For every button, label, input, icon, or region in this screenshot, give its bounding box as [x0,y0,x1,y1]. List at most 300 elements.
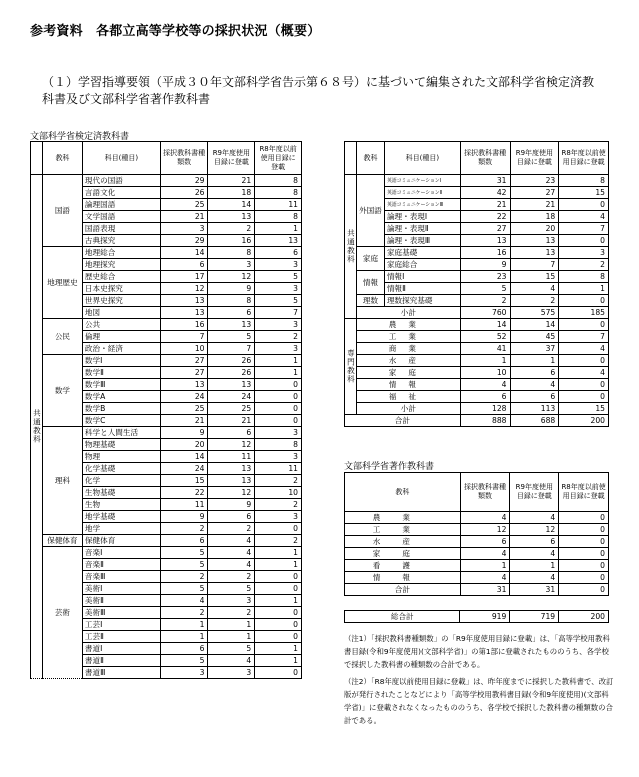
course-count: 16 [160,319,208,331]
special-r8: 0 [559,319,609,331]
special-r9: 4 [510,379,559,391]
course-count: 2 [160,523,208,535]
chosaku-r9: 6 [510,536,559,548]
course-r8: 8 [559,271,609,283]
course-name: 数学C [82,415,160,427]
course-count: 2 [160,607,208,619]
subject-name: 芸術 [42,547,82,679]
table-row [345,223,609,235]
course-count: 5 [160,547,208,559]
chosaku-r9: 12 [510,524,559,536]
course-r9: 8 [208,247,255,259]
course-name: 地理総合 [82,247,160,259]
course-count: 9 [160,511,208,523]
course-name: 物理 [82,451,160,463]
chosaku-r8: 0 [559,512,609,524]
course-r8: 3 [559,247,609,259]
course-r8: 2 [255,331,302,343]
special-count: 4 [460,379,510,391]
course-name: 論理・表現Ⅲ [384,235,460,247]
course-count: 27 [160,367,208,379]
subject-name: 家庭 [356,247,384,271]
header-kamoku: 科目(種目) [82,142,160,175]
course-count: 22 [160,487,208,499]
course-name: 政治・経済 [82,343,160,355]
special-subtotal-r9: 113 [510,403,559,415]
course-count: 25 [160,199,208,211]
table-row [345,247,609,259]
course-count: 3 [160,223,208,235]
common-subtotal-r9: 575 [510,307,559,319]
header-count: 採択教科書種類数 [460,142,510,175]
header-r9: R9年度使用目録に登載 [510,142,559,175]
course-name: 書道Ⅲ [82,667,160,679]
course-name: 古典探究 [82,235,160,247]
table-row [31,547,302,559]
course-count: 6 [160,643,208,655]
special-subject-name: 農業 [356,319,460,331]
table-row [345,367,609,379]
chosaku-r8: 0 [559,572,609,584]
course-r9: 13 [510,235,559,247]
course-r8: 1 [255,559,302,571]
course-name: 現代の国語 [82,175,160,187]
grand-total-r9: 719 [510,611,559,623]
chosaku-r9: 4 [510,548,559,560]
subject-name: 数学 [42,355,82,427]
special-r8: 0 [559,379,609,391]
course-count: 13 [160,307,208,319]
header-count: 採択教科書種類数 [160,142,208,175]
course-r9: 12 [208,271,255,283]
subject-name: 情報 [356,271,384,295]
course-name: 数学A [82,391,160,403]
course-r9: 27 [510,187,559,199]
course-count: 5 [160,583,208,595]
table-row [345,295,609,307]
course-r9: 5 [208,331,255,343]
course-count: 7 [160,331,208,343]
course-count: 27 [460,223,510,235]
course-count: 29 [160,235,208,247]
course-r9: 9 [208,283,255,295]
header-r8: R8年度以前使用目録に登載 [559,142,609,175]
course-r8: 0 [255,415,302,427]
subtotal-row [345,403,609,415]
course-name: 世界史探究 [82,295,160,307]
course-count: 21 [160,415,208,427]
special-count: 14 [460,319,510,331]
course-count: 9 [460,259,510,271]
course-count: 2 [160,571,208,583]
course-name: 数学Ⅲ [82,379,160,391]
course-count: 15 [160,475,208,487]
subject-name: 外国語 [356,175,384,247]
chosaku-total-label: 合計 [345,584,461,596]
chosaku-count: 1 [460,560,510,572]
special-r9: 45 [510,331,559,343]
page-title: 参考資料 各都立高等学校等の採択状況（概要） [30,24,321,39]
kentei-label: 文部科学省検定済教科書 [30,132,130,142]
total-label: 合計 [345,415,461,427]
chosaku-count: 4 [460,572,510,584]
course-r9: 9 [208,499,255,511]
table-row [31,535,302,547]
subject-name: 理科 [42,427,82,535]
course-r8: 0 [255,667,302,679]
course-count: 6 [160,535,208,547]
course-name: 情報Ⅱ [384,283,460,295]
header-r8: R8年度以前使用目録に登載 [559,473,609,512]
course-r9: 6 [208,511,255,523]
chosaku-count: 6 [460,536,510,548]
special-subtotal-count: 128 [460,403,510,415]
course-count: 12 [160,283,208,295]
table-row [345,560,609,572]
course-r8: 8 [255,187,302,199]
course-r8: 1 [255,355,302,367]
course-r8: 8 [255,175,302,187]
table-row [31,427,302,439]
special-subject-group: 専門教科 [345,319,357,415]
course-count: 20 [160,439,208,451]
course-count: 2 [460,295,510,307]
course-r8: 2 [255,499,302,511]
special-count: 41 [460,343,510,355]
special-subtotal-r8: 15 [559,403,609,415]
table-row [345,536,609,548]
course-r9: 13 [208,475,255,487]
course-count: 4 [160,595,208,607]
course-r8: 3 [255,427,302,439]
course-r8: 7 [255,307,302,319]
table-row [345,391,609,403]
table-row [345,512,609,524]
course-r9: 4 [208,547,255,559]
course-r8: 2 [255,475,302,487]
course-r8: 0 [255,403,302,415]
chosaku-subject-name: 情報 [345,572,461,584]
course-r8: 0 [255,607,302,619]
course-r8: 0 [559,199,609,211]
special-r9: 6 [510,367,559,379]
course-r8: 3 [255,319,302,331]
course-name: 文学国語 [82,211,160,223]
course-name: 美術Ⅲ [82,607,160,619]
course-r9: 26 [208,355,255,367]
section-heading: （１）学習指導要領（平成３０年文部科学省告示第６８号）に基づいて編集された文部科学省検定済教科書及び文部科学省著作教科書 [42,75,595,106]
chosaku-r9: 4 [510,572,559,584]
course-name: 英語コミュニケーションⅢ [384,199,460,211]
course-name: 英語コミュニケーションⅠ [384,175,460,187]
chosaku-subject-name: 農業 [345,512,461,524]
header-kyouka: 教科 [345,473,461,512]
grand-total-r8: 200 [559,611,609,623]
course-name: 理数探究基礎 [384,295,460,307]
course-name: 論理国語 [82,199,160,211]
course-name: 保健体育 [82,535,160,547]
table-row [345,211,609,223]
course-r9: 8 [208,295,255,307]
course-r9: 2 [208,571,255,583]
subtotal-row [345,307,609,319]
header-r9: R9年度使用目録に登載 [208,142,255,175]
table-row [345,572,609,584]
course-r8: 8 [559,175,609,187]
chosaku-subject-name: 家庭 [345,548,461,560]
course-r9: 16 [208,235,255,247]
course-name: 工芸Ⅰ [82,619,160,631]
course-r9: 6 [208,307,255,319]
kentei-table-left [30,141,302,679]
course-r9: 26 [208,367,255,379]
course-r9: 13 [208,379,255,391]
table-row [345,379,609,391]
course-r9: 13 [510,247,559,259]
course-r9: 7 [208,343,255,355]
course-r9: 7 [510,259,559,271]
course-count: 21 [460,199,510,211]
course-count: 1 [160,631,208,643]
course-name: 地学 [82,523,160,535]
course-count: 5 [460,283,510,295]
course-name: 論理・表現Ⅱ [384,223,460,235]
chosaku-subject-name: 水産 [345,536,461,548]
course-count: 10 [160,343,208,355]
course-r8: 2 [255,535,302,547]
course-r8: 3 [255,451,302,463]
course-r9: 12 [208,487,255,499]
course-r8: 7 [559,223,609,235]
header-count: 採択教科書種類数 [460,473,510,512]
course-r9: 1 [208,619,255,631]
special-subject-name: 水産 [356,355,460,367]
course-r9: 4 [208,535,255,547]
course-count: 9 [160,427,208,439]
course-count: 3 [160,667,208,679]
course-r8: 3 [255,343,302,355]
course-r9: 18 [208,187,255,199]
course-count: 13 [460,235,510,247]
table-row [345,283,609,295]
course-r9: 15 [510,271,559,283]
note-1: （注1）「採択教科書種類数」の「R9年度使用目録に登載」は、「高等学校用教科書目録(令和9年度使用)(文部科学省)」の第1部に登載されたもののうち、各学校で採択した教科書の種類数の合計である。 [344,634,610,669]
course-r9: 4 [510,283,559,295]
total-count: 888 [460,415,510,427]
course-name: 倫理 [82,331,160,343]
course-r9: 14 [208,199,255,211]
course-count: 26 [160,187,208,199]
course-count: 25 [160,403,208,415]
course-r9: 2 [208,523,255,535]
table-row [345,235,609,247]
course-r9: 2 [208,607,255,619]
course-count: 14 [160,247,208,259]
course-name: 家庭総合 [384,259,460,271]
table-row [31,319,302,331]
chosaku-count: 4 [460,548,510,560]
course-name: 言語文化 [82,187,160,199]
chosaku-label: 文部科学省著作教科書 [344,462,435,472]
special-subject-name: 家庭 [356,367,460,379]
course-r8: 0 [255,523,302,535]
course-count: 24 [160,463,208,475]
special-subtotal-label: 小計 [356,403,460,415]
course-r9: 2 [208,223,255,235]
course-name: 家庭基礎 [384,247,460,259]
course-name: 美術Ⅱ [82,595,160,607]
course-name: 地理探究 [82,259,160,271]
grand-total-count: 919 [460,611,510,623]
course-r9: 2 [510,295,559,307]
special-count: 10 [460,367,510,379]
header-kyouka: 教科 [42,142,82,175]
special-count: 1 [460,355,510,367]
course-name: 音楽Ⅰ [82,547,160,559]
course-name: 日本史探究 [82,283,160,295]
course-r8: 0 [255,631,302,643]
subject-name: 保健体育 [42,535,82,547]
course-r9: 4 [208,655,255,667]
table-row [345,199,609,211]
header-kamoku: 科目(種目) [384,142,460,175]
course-r8: 5 [255,271,302,283]
course-r8: 0 [559,295,609,307]
course-r8: 1 [255,655,302,667]
course-count: 16 [460,247,510,259]
special-r9: 6 [510,391,559,403]
course-r8: 1 [559,283,609,295]
chosaku-r8: 0 [559,524,609,536]
common-subtotal-label: 小計 [356,307,460,319]
total-row [345,415,609,427]
table-row [345,187,609,199]
grand-total-table [344,610,609,623]
course-name: 論理・表現Ⅰ [384,211,460,223]
course-r8: 13 [255,235,302,247]
course-r9: 21 [208,415,255,427]
course-r9: 11 [208,451,255,463]
course-r8: 1 [255,643,302,655]
course-r9: 13 [208,319,255,331]
course-count: 24 [160,391,208,403]
course-name: 化学 [82,475,160,487]
course-name: 美術Ⅰ [82,583,160,595]
course-r8: 8 [255,439,302,451]
course-r8: 3 [255,511,302,523]
subject-name: 理数 [356,295,384,307]
course-r8: 11 [255,463,302,475]
course-count: 21 [160,211,208,223]
course-name: 音楽Ⅲ [82,571,160,583]
subject-name: 公民 [42,319,82,355]
course-count: 31 [460,175,510,187]
course-r8: 4 [559,211,609,223]
course-r9: 5 [208,643,255,655]
table-row [345,343,609,355]
course-r8: 0 [255,391,302,403]
common-subject-group: 共通教科 [31,175,43,679]
chosaku-r9: 4 [510,512,559,524]
chosaku-r9: 1 [510,560,559,572]
table-row [345,355,609,367]
chosaku-r8: 0 [559,536,609,548]
table-row [345,271,609,283]
course-r9: 13 [208,211,255,223]
chosaku-count: 4 [460,512,510,524]
special-r8: 4 [559,343,609,355]
course-r8: 0 [255,619,302,631]
grand-total-label: 総合計 [345,611,460,623]
course-r9: 1 [208,631,255,643]
course-r9: 3 [208,667,255,679]
course-name: 英語コミュニケーションⅡ [384,187,460,199]
course-r9: 3 [208,259,255,271]
header-r8: R8年度以前使用目録に登載 [255,142,302,175]
table-row [345,175,609,187]
course-r9: 23 [510,175,559,187]
course-count: 6 [160,259,208,271]
course-r8: 0 [559,235,609,247]
course-r9: 24 [208,391,255,403]
course-name: 化学基礎 [82,463,160,475]
table-row [345,524,609,536]
course-r9: 21 [510,199,559,211]
chosaku-r8: 0 [559,560,609,572]
special-subject-name: 工業 [356,331,460,343]
course-r9: 12 [208,439,255,451]
course-count: 11 [160,499,208,511]
total-r8: 200 [559,415,609,427]
common-subtotal-count: 760 [460,307,510,319]
course-r9: 13 [208,463,255,475]
chosaku-total-r8: 0 [559,584,609,596]
course-count: 42 [460,187,510,199]
special-subject-name: 商業 [356,343,460,355]
course-count: 14 [160,451,208,463]
course-r9: 5 [208,583,255,595]
table-row [345,331,609,343]
course-r8: 0 [255,583,302,595]
kentei-table-right [344,141,609,427]
notes [344,632,614,731]
course-count: 22 [460,211,510,223]
special-r8: 0 [559,391,609,403]
course-r8: 11 [255,199,302,211]
common-subtotal-r8: 185 [559,307,609,319]
course-r9: 6 [208,427,255,439]
course-name: 国語表現 [82,223,160,235]
course-count: 23 [460,271,510,283]
header-blank [345,142,357,175]
course-name: 科学と人間生活 [82,427,160,439]
course-r8: 3 [255,259,302,271]
special-r8: 7 [559,331,609,343]
course-r8: 3 [255,283,302,295]
course-r8: 0 [255,571,302,583]
chosaku-table [344,472,609,596]
course-r8: 1 [255,223,302,235]
course-r9: 3 [208,595,255,607]
table-row [31,175,302,187]
special-r9: 37 [510,343,559,355]
total-row [345,584,609,596]
table-row [31,247,302,259]
course-r8: 1 [255,547,302,559]
chosaku-total-count: 31 [460,584,510,596]
special-r8: 0 [559,355,609,367]
course-count: 13 [160,295,208,307]
